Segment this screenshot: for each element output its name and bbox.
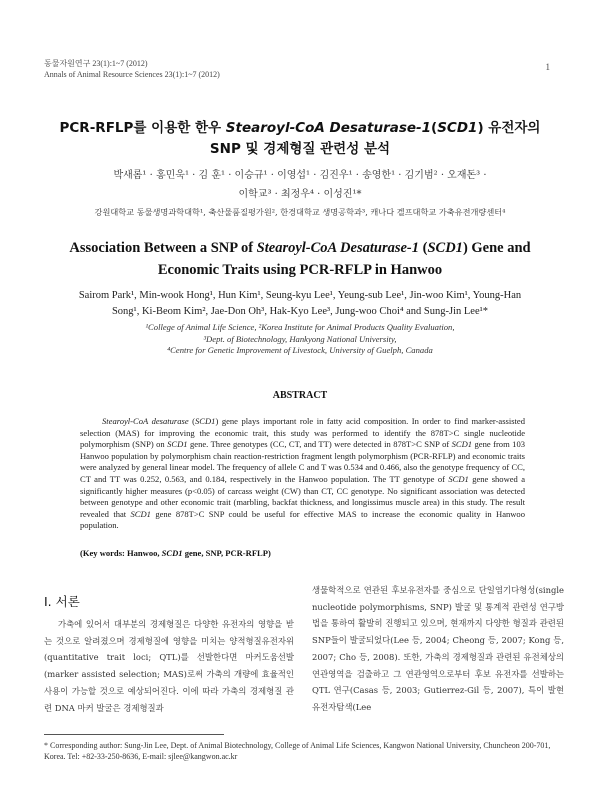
english-authors — [36, 288, 564, 320]
english-title-gene-symbol: SCD1 — [427, 240, 463, 256]
abstract-italic: SCD1 — [130, 508, 151, 519]
korean-title-paren: ( — [431, 120, 438, 136]
keywords — [80, 548, 525, 560]
korean-title — [0, 118, 600, 160]
english-title-line1 — [0, 237, 600, 259]
footnote-rule — [44, 734, 224, 735]
abstract-italic: SCD1 — [451, 439, 473, 450]
footnote: * Corresponding author: Sung-Jin Lee, Dept. of Animal Biotechnology, College of Animal Life Sciences, Kangwon National University, Chuncheon 200-701, Korea. Tel: +82-33-250-8636, E-mail: sjlee@kangwon.ac.kr — [44, 741, 551, 761]
journal-name-english: Annals of Animal Resource Sciences 23(1):1~7 (2012) — [44, 70, 220, 79]
korean-title-prefix: PCR-RFLP를 이용한 한우 — [59, 120, 226, 136]
abstract-text: ) gene plays important role in fatty acid composition. In order to find marker-assisted selection (MAS) for improving the economic trait, this study was performed to identify the 878T>C single nucleotide polymorphism (SNP) on — [80, 416, 525, 450]
journal-name-korean: 동물자원연구 23(1):1~7 (2012) — [44, 59, 148, 68]
abstract-text: gene showed a significantly higher measures (p<0.05) of carcass weight (CW) than CT, CC genotype. No significant association was detected between genotype and other economic trait (marbling, backfat thickness, and longissimus muscle area) in this study. The result revealed that — [80, 473, 526, 519]
abstract-italic: SCD1 — [195, 416, 216, 426]
abstract-italic: SCD1 — [167, 439, 188, 450]
english-authors-line2: Song¹, Ki-Beom Kim², Jae-Don Oh³, Hak-Kyo Lee³, Jung-woo Choi⁴ and Sung-Jin Lee¹* — [111, 306, 489, 317]
affiliation-3: ⁴Centre for Genetic Improvement of Livestock, University of Guelph, Canada — [167, 345, 433, 355]
korean-title-gene-name: Stearoyl-CoA Desaturase-1 — [225, 120, 432, 136]
keywords-italic: SCD1 — [161, 548, 183, 558]
english-title-line2: Economic Traits using PCR-RFLP in Hanwoo — [157, 262, 443, 278]
english-authors-line1: Sairom Park¹, Min-wook Hong¹, Hun Kim¹, Seung-kyu Lee¹, Yeung-sub Lee¹, Jin-woo Kim¹, Young-Han — [78, 290, 522, 301]
right-column-paragraph: 생물학적으로 연관된 후보유전자를 중심으로 단일염기다형성(single nucleotide polymorphisms, SNP) 발굴 및 통계적 관련성 연구방법을 통하여 활발히 진행되고 있으며, 현재까지 다양한 형질과 관련된 SNP들이 발굴되었다(Lee 등, 2004; Cheong 등, 2007; Kong 등, 2007; Cho 등, 2008). 또한, 가축의 경제형질과 관련된 유전체상의 연관영역을 검출하고 그 연관영역으로부터 후보 유전자를 선발하는 QTL 연구(Casas 등, 2003; Gutierrez-Gil 등, 2007), 특이 발현 유전자탐색(Lee — [312, 585, 564, 712]
abstract-text: gene from 103 Hanwoo population by polymorphism chain reaction-restriction fragment length polymorphism (PCR-RFLP) and economic traits were analyzed by general linear model. The frequency of allele C and T was 0.534 and 0.466, also the genotype frequency of CC, CT and TT was 0.252, 0.563, and 0.184, respectively in the Hanwoo population. The TT genotype of — [80, 439, 526, 484]
korean-title-suffix: ) 유전자의 — [477, 120, 541, 136]
abstract-paragraph — [80, 416, 525, 532]
english-title-gene-name: Stearoyl-CoA Desaturase-1 — [256, 240, 419, 256]
abstract-text: gene. Three genotypes (CC, CT, and TT) were detected in 878T>C SNP of — [187, 439, 452, 450]
abstract-body — [80, 416, 525, 532]
keywords-prefix: (Key words: Hanwoo, — [80, 548, 162, 558]
english-affiliations — [0, 322, 600, 357]
english-title-suffix: ) Gene and — [462, 240, 531, 256]
page-number: 1 — [545, 62, 550, 72]
abstract-italic: SCD1 — [448, 473, 469, 484]
abstract-text: gene 878T>C SNP could be useful for effective MAS to increase the economic quality in Hanwoo population. — [80, 508, 525, 531]
section-heading: I. 서론 — [44, 594, 80, 609]
left-column — [44, 616, 294, 716]
affiliation-1: ¹College of Animal Life Science, ²Korea Institute for Animal Products Quality Evaluation, — [145, 322, 455, 332]
abstract-text: ( — [188, 416, 196, 426]
affiliation-2: ³Dept. of Biotechnology, Hankyong National University, — [203, 333, 397, 344]
right-column — [312, 582, 564, 716]
korean-title-line1 — [0, 118, 600, 139]
korean-authors-line1: 박새롬¹ · 홍민욱¹ · 김 훈¹ · 이승규¹ · 이영섭¹ · 김진우¹ · 송영한¹ · 김기범² · 오재돈³ · — [113, 170, 487, 181]
korean-title-line2: SNP 및 경제형질 관련성 분석 — [209, 141, 391, 157]
abstract-italic: Stearoyl-CoA desaturase — [102, 416, 189, 426]
abstract-heading: ABSTRACT — [272, 390, 328, 401]
korean-title-gene-symbol: SCD1 — [437, 120, 478, 136]
korean-authors-line2: 이학교³ · 최정우⁴ · 이성진¹* — [238, 189, 362, 200]
english-title — [0, 237, 600, 281]
english-title-prefix: Association Between a SNP of — [69, 240, 257, 256]
korean-authors — [40, 166, 560, 204]
left-column-paragraph: 가축에 있어서 대부분의 경제형질은 다양한 유전자의 영향을 받는 것으로 알려졌으며 경제형질에 영향을 미치는 양적형질유전자위(quantitative trait loci; QTL)를 선발한다면 마커도움선발(marker assisted selection; MAS)로써 가축의 개량에 효율적인 사용이 가능할 것으로 예상되어진다. 이에 따라 가축의 경제형질 관련 DNA 마커 발굴은 경제형질과 — [44, 619, 294, 713]
keywords-suffix: gene, SNP, PCR-RFLP) — [182, 548, 271, 558]
korean-affiliations: 강원대학교 동물생명과학대학¹, 축산물품질평가원², 한경대학교 생명공학과³, 캐나다 겔프대학교 가축유전개량센터⁴ — [94, 207, 506, 217]
english-title-paren: ( — [419, 240, 428, 256]
